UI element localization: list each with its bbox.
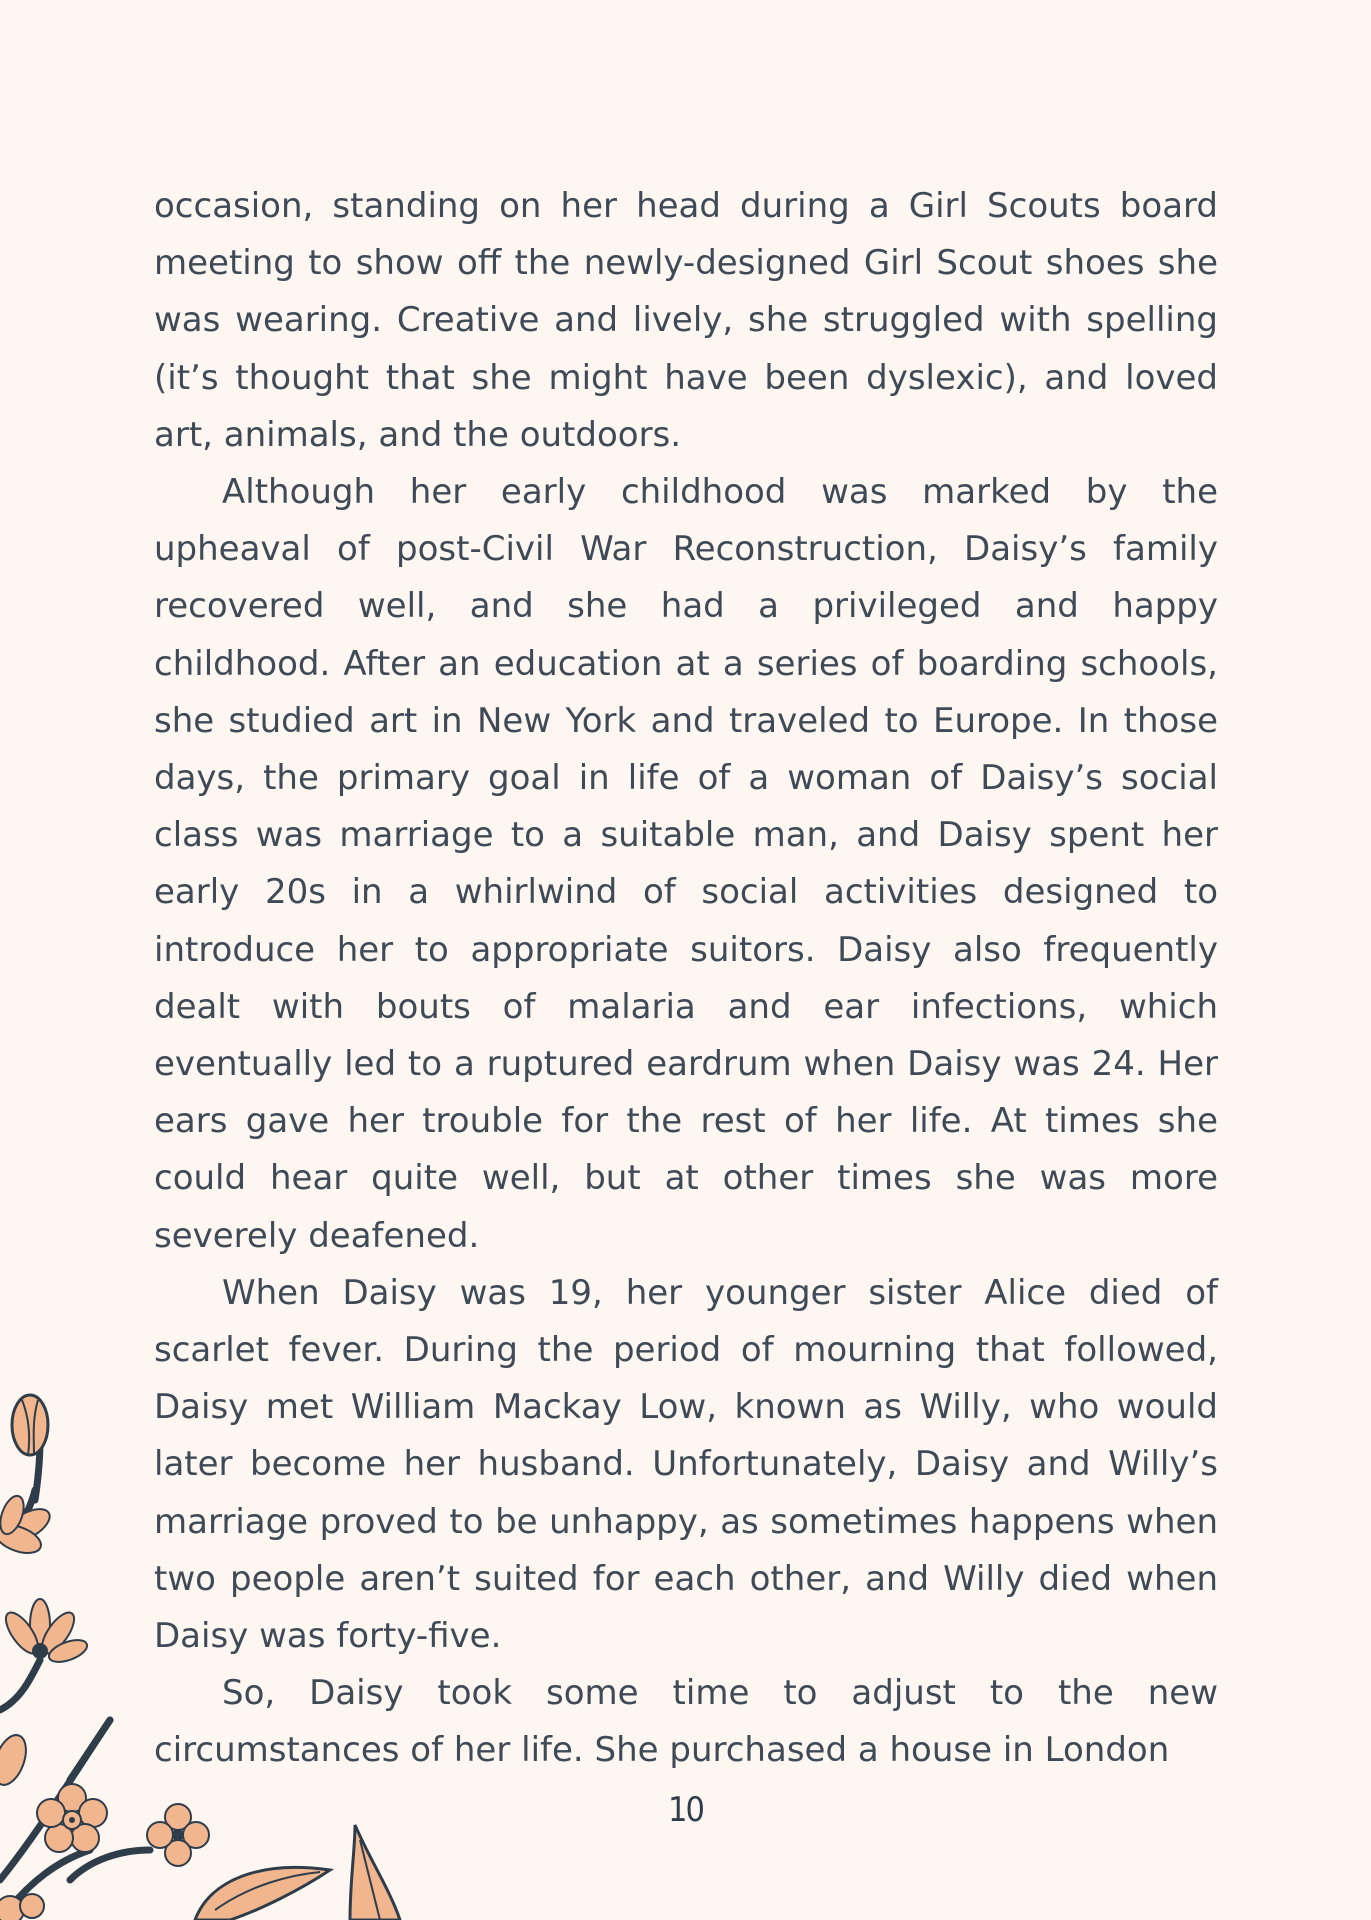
paragraph-4: So, Daisy took some time to adjust to the new circumstances of her life. She purchased a house in London bbox=[154, 1673, 1218, 1771]
paragraph-1: occasion, standing on her head during a Girl Scouts board meeting to show off the newly-designed Girl Scout shoes she was wearing. Creative and lively, she struggled with spelling (it’s thought that she might have been dyslexic), and loved art, animals, and the outdoors. bbox=[154, 186, 1218, 455]
floral-illustration-icon bbox=[0, 1380, 420, 1920]
page-number: 10 bbox=[668, 1790, 703, 1830]
paragraph-2: Although her early childhood was marked by the upheaval of post-Civil War Reconstruction, Daisy’s family recovered well, and she had a privileged and happy childhood. After an education at a series of boarding schools, she studied art in New York and traveled to Europe. In those days, the primary goal in life of a woman of Daisy’s social class was marriage to a suitable man, and Daisy spent her early 20s in a whirlwind of social activities designed to introduce her to appropriate suitors. Daisy also frequently dealt with bouts of malaria and ear infections, which eventually led to a ruptured eardrum when Daisy was 24. Her ears gave her trouble for the rest of her life. At times she could hear quite well, but at other times she was more severely deafened. bbox=[154, 472, 1218, 1256]
paragraph-3: When Daisy was 19, her younger sister Alice died of scarlet fever. During the period of mourning that followed, Daisy met William Mackay Low, known as Willy, who would later become her husband. Unfortunately, Daisy and Willy’s marriage proved to be unhappy, as sometimes happens when two people aren’t suited for each other, and Willy died when Daisy was forty-five. bbox=[154, 1272, 1218, 1657]
